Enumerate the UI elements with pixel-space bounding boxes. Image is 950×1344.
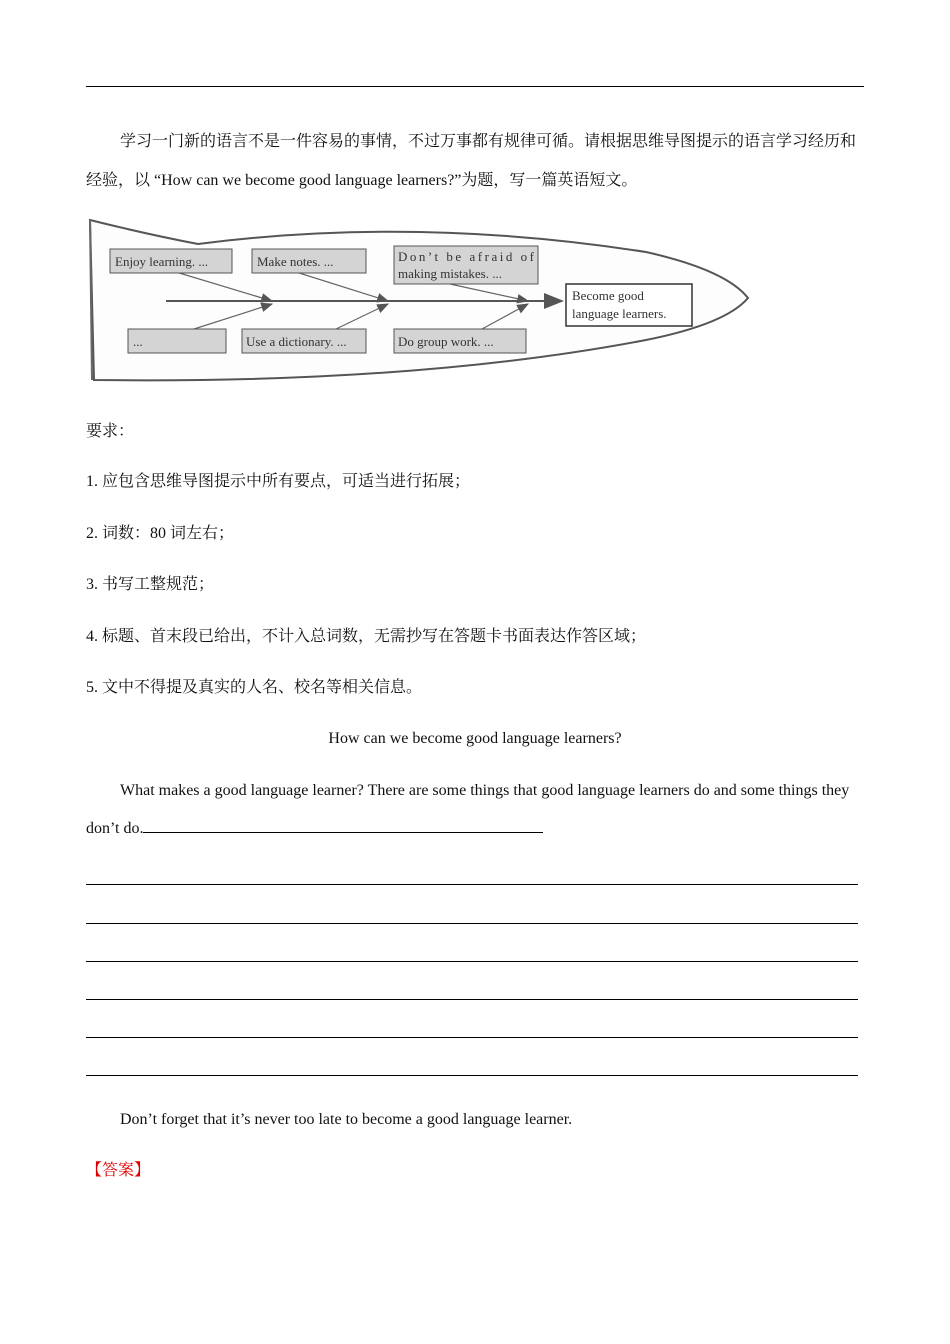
requirement-item: 1. 应包含思维导图提示中所有要点，可适当进行拓展； <box>86 473 471 490</box>
box-label: Enjoy learning. ... <box>115 254 209 269</box>
answer-line <box>86 884 858 885</box>
task-instructions: 学习一门新的语言不是一件容易的事情，不过万事都有规律可循。请根据思维导图提示的语言学习经历和经验，以 “How can we become good language learners?”为题，写一篇英语短文。 <box>86 133 857 189</box>
answer-label: 【答案】 <box>86 1162 151 1179</box>
box-dont-be-afraid <box>394 246 538 284</box>
answer-line <box>143 814 543 833</box>
essay-opening-text: What makes a good language learner? There are some things that good language learners do and some things they don’t do. <box>86 782 850 837</box>
box-do-group-work <box>394 329 526 353</box>
box-goal <box>566 284 692 326</box>
box-make-notes <box>252 249 366 273</box>
box-label: Don’t be afraid of <box>398 249 534 264</box>
essay-opening-paragraph <box>86 772 858 848</box>
box-label: ... <box>133 334 143 349</box>
answer-line <box>86 1037 858 1038</box>
fishbone-mind-map <box>86 212 766 387</box>
requirements-heading: 要求： <box>86 423 135 440</box>
essay-closing-sentence: Don’t forget that it’s never too late to become a good language learner. <box>120 1111 573 1128</box>
box-use-a-dictionary <box>242 329 366 353</box>
answer-line <box>86 923 858 924</box>
answer-line <box>86 961 858 962</box>
requirement-item: 5. 文中不得提及真实的人名、校名等相关信息。 <box>86 679 423 696</box>
essay-title: How can we become good language learners? <box>328 730 622 747</box>
box-label: Use a dictionary. ... <box>246 334 347 349</box>
header-rule <box>86 86 864 87</box>
box-label: Make notes. ... <box>257 254 334 269</box>
answer-line <box>86 1075 858 1076</box>
requirement-item: 3. 书写工整规范； <box>86 576 215 593</box>
goal-label-line2: language learners. <box>572 306 667 321</box>
box-enjoy-learning <box>110 249 232 273</box>
goal-label-line1: Become good <box>572 288 644 303</box>
box-label: making mistakes. ... <box>398 266 502 281</box>
box-ellipsis <box>128 329 226 353</box>
box-label: Do group work. ... <box>398 334 494 349</box>
answer-line <box>86 999 858 1000</box>
requirement-item: 2. 词数：80 词左右； <box>86 525 235 542</box>
requirement-item: 4. 标题、首末段已给出，不计入总词数，无需抄写在答题卡书面表达作答区域； <box>86 628 647 645</box>
